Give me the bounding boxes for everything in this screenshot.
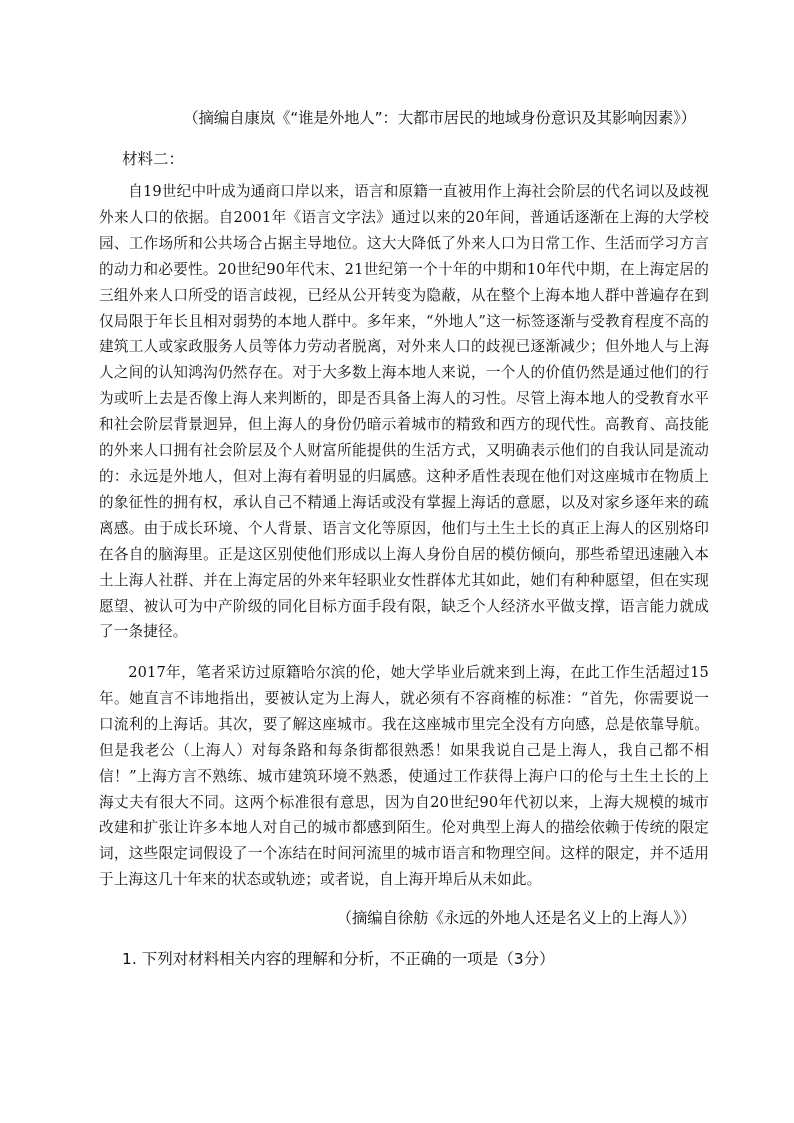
question-1: 1. 下列对材料相关内容的理解和分析，不正确的一项是（3分） [122, 950, 555, 968]
body-paragraph-1: 自19世纪中叶成为通商口岸以来，语言和原籍一直被用作上海社会阶层的代名词以及歧视外来人口的依据。自2001年《语言文字法》通过以来的20年间，普通话逐渐在上海的大学校园、工作场所和公共场合占据主导地位。这大大降低了外来人口为日常工作、生活而学习方言的动力和必要性。20世纪90年代末、21世纪第一个十年的中期和10年代中期，在上海定居的三组外来人口所受的语言歧视，已经从公开转变为隐蔽，从在整个上海本地人群中普遍存在到仅局限于年长且相对弱势的本地人群中。多年来，“外地人”这一标签逐渐与受教育程度不高的建筑工人或家政服务人员等体力劳动者脱离，对外来人口的歧视已逐渐减少；但外地人与上海人之间的认知鸿沟仍然存在。对于大多数上海本地人来说，一个人的价值仍然是通过他们的行为或听上去是否像上海人来判断的，即是否具备上海人的习性。尽管上海本地人的受教育水平和社会阶层背景迥异，但上海人的身份仍暗示着城市的精致和西方的现代性。高教育、高技能的外来人口拥有社会阶层及个人财富所能提供的生活方式，又明确表示他们的自我认同是流动的：永远是外地人，但对上海有着明显的归属感。这种矛盾性表现在他们对这座城市在物质上的象征性的拥有权，承认自己不精通上海话或没有掌握上海话的意愿，以及对家乡逐年来的疏离感。由于成长环境、个人背景、语言文化等原因，他们与土生土长的真正上海人的区别烙印在各自的脑海里。正是这区别使他们形成以上海人身份自居的模仿倾向，那些希望迅速融入本土上海人社群、并在上海定居的外来年轻职业女性群体尤其如此，她们有种种愿望，但在实现愿望、被认可为中产阶级的同化目标方面手段有限，缺乏个人经济水平做支撑，语言能力就成了一条捷径。 [99, 183, 709, 641]
source-citation-1: （摘编自康岚《“谁是外地人”：大都市居民的地域身份意识及其影响因素》） [183, 109, 696, 127]
source-citation-2: （摘编自徐舫《永远的外地人还是名义上的上海人》） [336, 909, 696, 927]
body-paragraph-2: 2017年，笔者采访过原籍哈尔滨的伦，她大学毕业后就来到上海，在此工作生活超过15年。她直言不讳地指出，要被认定为上海人，就必须有不容商榷的标准：“首先，你需要说一口流利的上海话。其次，要了解这座城市。我在这座城市里完全没有方向感，总是依靠导航。但是我老公（上海人）对每条路和每条街都很熟悉！如果我说自己是上海人，我自己都不相信！”上海方言不熟练、城市建筑环境不熟悉，使通过工作获得上海户口的伦与土生土长的上海丈夫有很大不同。这两个标准很有意思，因为自20世纪90年代初以来，上海大规模的城市改建和扩张让许多本地人对自己的城市都感到陌生。伦对典型上海人的描绘依赖于传统的限定词，这些限定词假设了一个冻结在时间河流里的城市语言和物理空间。这样的限定，并不适用于上海这几十年来的状态或轨迹；或者说，自上海开埠后从未如此。 [99, 664, 709, 889]
material-heading: 材料二： [122, 150, 185, 168]
